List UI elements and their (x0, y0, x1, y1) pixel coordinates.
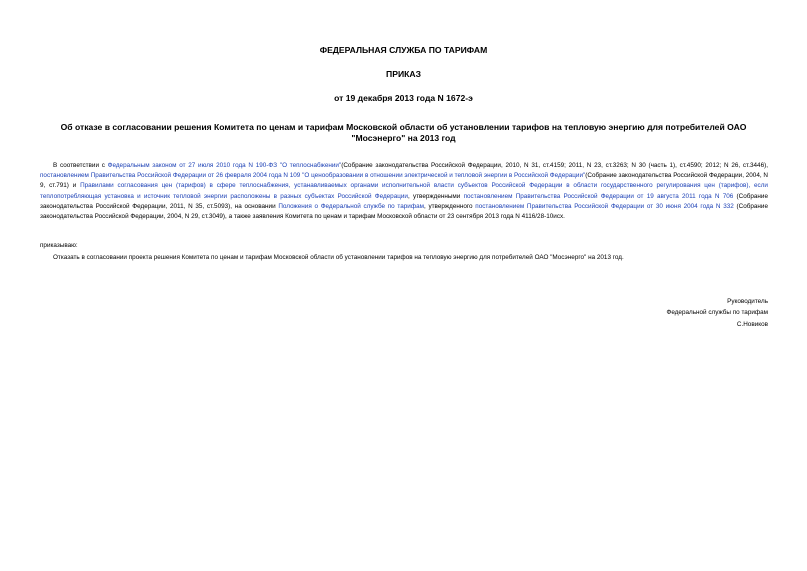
document-title: Об отказе в согласовании решения Комитета по ценам и тарифам Московской области об установлении тарифов на тепловую энергию для потребителей ОАО "Мосэнерго" на 2013 год (60, 122, 747, 143)
link-federal-law-190[interactable]: Федеральным законом от 27 июля 2010 года N 190-ФЗ "О теплоснабжении" (107, 162, 342, 169)
preamble-text-3: (Собрание законодательства Российской Федерации, 2004, N 9, ст.791) и (40, 172, 769, 190)
preamble-text-7: (Собрание законодательства Российской Федерации, 2004, N 29, ст.3049), а также заявления Комитета по ценам и тарифам Московской области от 23 сентября 2013 года N 4116/28-10исх. (40, 202, 768, 221)
preamble-text-4: , утвержденными (407, 192, 464, 200)
preamble-text-6: , утвержденного (423, 202, 476, 210)
link-government-decree-706[interactable]: постановлением Правительства Российской Федерации от 19 августа 2011 года N 706 (463, 192, 734, 200)
order-paragraph: Отказать в согласовании проекта решения Комитета по ценам и тарифам Московской области об установлении тарифов на тепловую энергию для потребителей ОАО "Мосэнерго" на 2013 год. (53, 254, 624, 261)
document-type: ПРИКАЗ (386, 69, 421, 79)
preamble-text-1: В соответствии с (53, 162, 108, 169)
signature-position: Руководитель (727, 298, 768, 305)
preamble-text-2: (Собрание законодательства Российской Федерации, 2010, N 31, ст.4159; 2011, N 23, ст.3263; N 30 (часть 1), ст.4590; 2012; N 26, ст.3446), (341, 162, 768, 169)
signature-name: С.Новиков (736, 321, 768, 328)
signature-organization: Федеральной службы по тарифам (666, 309, 768, 316)
link-government-decree-109[interactable]: постановлением Правительства Российской Федерации от 26 февраля 2004 года N 109 "О ценообразовании в отношении электрической и тепловой энергии в Российской Федерации" (40, 172, 586, 180)
preamble-paragraph (40, 161, 768, 222)
document-date-number: от 19 декабря 2013 года N 1672-э (334, 93, 473, 103)
link-price-approval-rules[interactable]: Правилами согласования цен (тарифов) в сфере теплоснабжения, устанавливаемых органами исполнительной власти субъектов Российской Федерации в области государственного регулирования цен (тарифов), если теплопотребляющая установка и источник тепловой энергии расположены в разных субъектах Российской Федерации (40, 182, 768, 200)
link-fst-regulation[interactable]: Положения о Федеральной службе по тарифам (278, 202, 424, 210)
agency-name: ФЕДЕРАЛЬНАЯ СЛУЖБА ПО ТАРИФАМ (319, 45, 488, 55)
link-government-decree-332[interactable]: постановлением Правительства Российской Федерации от 30 июня 2004 года N 332 (475, 202, 734, 210)
order-label: приказываю: (40, 242, 78, 249)
preamble-text-5: (Собрание законодательства Российской Федерации, 2011, N 35, ст.5093), на основании (40, 192, 769, 210)
